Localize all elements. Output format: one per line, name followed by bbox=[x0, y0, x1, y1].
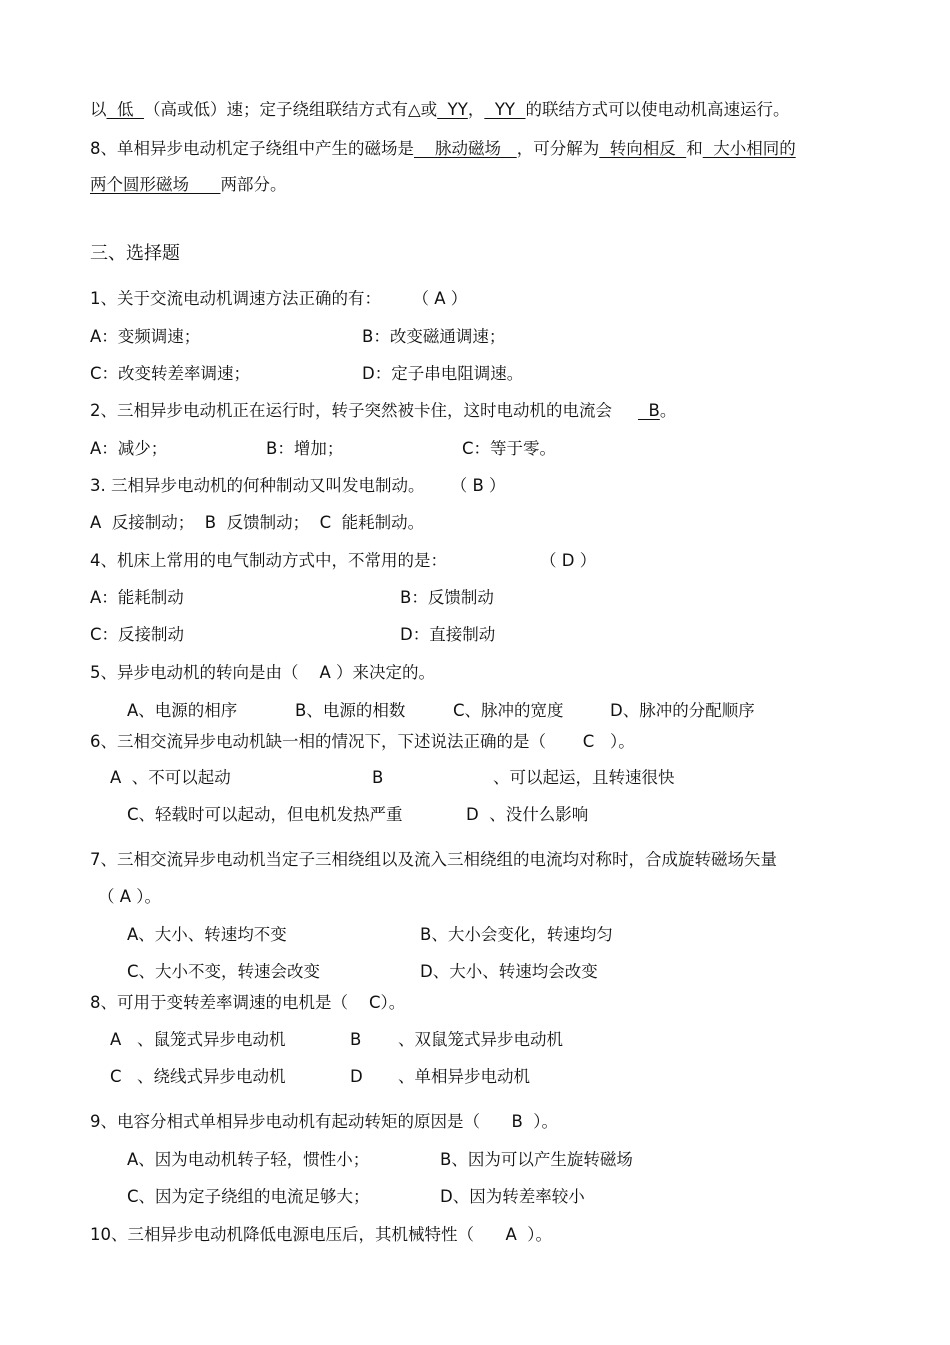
option: 、鼠笼式异步电动机 bbox=[137, 1030, 286, 1049]
text: 8、单相异步电动机定子绕组中产生的磁场是 bbox=[90, 139, 414, 158]
text: 的联结方式可以使电动机高速运行。 bbox=[525, 100, 790, 119]
option: 、双鼠笼式异步电动机 bbox=[398, 1030, 563, 1049]
option: D、大小、转速均会改变 bbox=[420, 962, 598, 981]
option: B、电源的相数 bbox=[295, 701, 406, 720]
option: 、可以起运，且转速很快 bbox=[493, 768, 675, 787]
question-stem: 7、三相交流异步电动机当定子三相绕组以及流入三相绕组的电流均对称时，合成旋转磁场矢量 bbox=[90, 850, 777, 869]
answer: （ D ） bbox=[540, 551, 597, 570]
question-stem: 10、三相异步电动机降低电源电压后，其机械特性（ A ）。 bbox=[90, 1225, 552, 1244]
text: （高或低）速；定子绕组联结方式有△或 bbox=[143, 100, 438, 119]
answer: B bbox=[638, 401, 660, 420]
option: B、因为可以产生旋转磁场 bbox=[440, 1150, 633, 1169]
option: A：减少； bbox=[90, 439, 168, 458]
blank-answer: YY bbox=[484, 100, 526, 119]
option: A、因为电动机转子轻，惯性小； bbox=[127, 1150, 370, 1169]
blank-answer: 大小相同的 bbox=[702, 139, 796, 158]
text: 以 bbox=[90, 100, 107, 119]
text: 和 bbox=[686, 139, 703, 158]
fill-line-1 bbox=[90, 99, 789, 121]
option: D、因为转差率较小 bbox=[440, 1187, 585, 1206]
option: A：能耗制动 bbox=[90, 588, 184, 607]
option-letter: B bbox=[350, 1030, 362, 1049]
text: 。 bbox=[659, 401, 677, 420]
text: 2、三相异步电动机正在运行时，转子突然被卡住，这时电动机的电流会 bbox=[90, 401, 612, 420]
fill-line-2 bbox=[90, 138, 796, 160]
option: A 、不可以起动 bbox=[110, 768, 231, 787]
question-stem: 4、机床上常用的电气制动方式中，不常用的是： bbox=[90, 551, 447, 570]
option-letter: C bbox=[110, 1067, 122, 1086]
option: A、电源的相序 bbox=[127, 701, 238, 720]
option: C、因为定子绕组的电流足够大； bbox=[127, 1187, 370, 1206]
fill-line-3 bbox=[90, 174, 286, 196]
question-stem: 9、电容分相式单相异步电动机有起动转矩的原因是（ B ）。 bbox=[90, 1112, 559, 1131]
question-stem: 5、异步电动机的转向是由（ A ）来决定的。 bbox=[90, 663, 436, 682]
option: B、大小会变化，转速均匀 bbox=[420, 925, 613, 944]
option: B bbox=[372, 768, 384, 787]
option: A 反接制动； B 反馈制动； C 能耗制动。 bbox=[90, 513, 425, 532]
option: D 、没什么影响 bbox=[466, 805, 589, 824]
option: A：变频调速； bbox=[90, 327, 201, 346]
option: C：改变转差率调速； bbox=[90, 364, 251, 383]
text: 两部分。 bbox=[220, 175, 287, 194]
option: B：增加； bbox=[266, 439, 344, 458]
question-stem: 8、可用于变转差率调速的电机是（ C）。 bbox=[90, 993, 406, 1012]
option: D：直接制动 bbox=[400, 625, 496, 644]
option: C、大小不变，转速会改变 bbox=[127, 962, 321, 981]
blank-answer: 两个圆形磁场 bbox=[90, 175, 221, 194]
option: C：等于零。 bbox=[462, 439, 557, 458]
option-letter: A bbox=[110, 1030, 122, 1049]
option: 、单相异步电动机 bbox=[398, 1067, 530, 1086]
text: ， bbox=[467, 100, 485, 119]
question-stem bbox=[90, 400, 676, 422]
option: 、绕线式异步电动机 bbox=[137, 1067, 286, 1086]
option: B：改变磁通调速； bbox=[362, 327, 506, 346]
section-title: 三、选择题 bbox=[90, 243, 180, 264]
text: ，可分解为 bbox=[516, 139, 600, 158]
blank-answer: 低 bbox=[106, 100, 144, 119]
blank-answer: 脉动磁场 bbox=[414, 139, 517, 158]
option: C：反接制动 bbox=[90, 625, 185, 644]
option: A、大小、转速均不变 bbox=[127, 925, 287, 944]
question-stem: 6、三相交流异步电动机缺一相的情况下，下述说法正确的是（ C ）。 bbox=[90, 732, 635, 751]
option: D：定子串电阻调速。 bbox=[362, 364, 524, 383]
blank-answer: 转向相反 bbox=[599, 139, 687, 158]
blank-answer: YY bbox=[437, 100, 468, 119]
option-letter: D bbox=[350, 1067, 363, 1086]
question-stem-cont: （ A ）。 bbox=[98, 887, 162, 906]
option: C、轻载时可以起动，但电机发热严重 bbox=[127, 805, 403, 824]
option: B：反馈制动 bbox=[400, 588, 494, 607]
option: D、脉冲的分配顺序 bbox=[610, 701, 755, 720]
question-stem: 1、关于交流电动机调速方法正确的有： （ A ） bbox=[90, 289, 468, 308]
option: C、脉冲的宽度 bbox=[453, 701, 564, 720]
question-stem: 3. 三相异步电动机的何种制动又叫发电制动。 （ B ） bbox=[90, 476, 506, 495]
